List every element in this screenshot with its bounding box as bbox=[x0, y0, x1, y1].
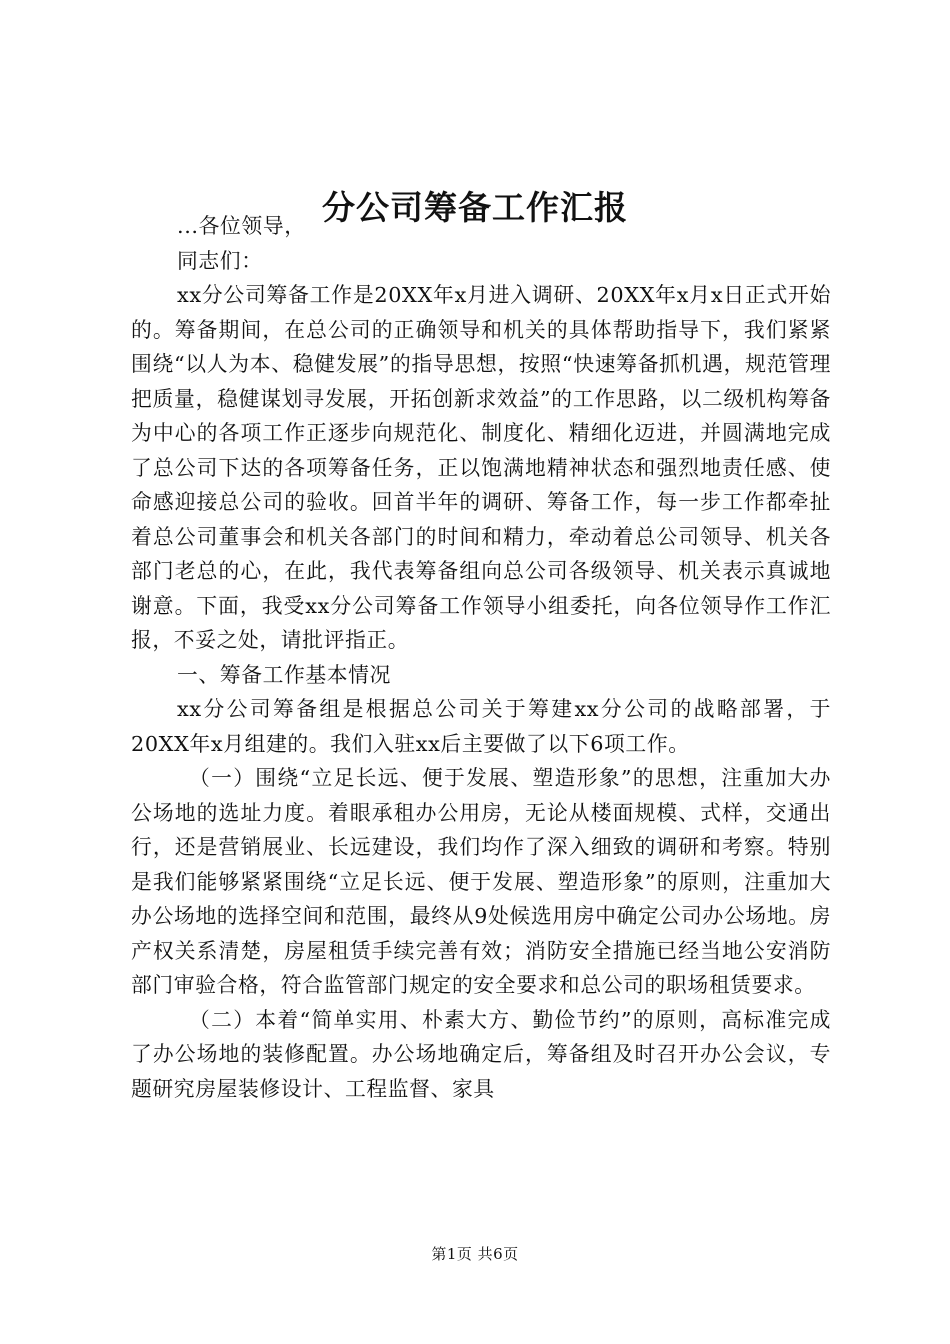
section-intro-paragraph: xx分公司筹备组是根据总公司关于筹建xx分公司的战略部署，于20XX年x月组建的。我们入驻xx后主要做了以下6项工作。 bbox=[131, 697, 831, 756]
item-paragraph-1: （一）围绕“立足长远、便于发展、塑造形象”的思想，注重加大办公场地的选址力度。着眼承租办公用房，无论从楼面规模、式样，交通出行，还是营销展业、长远建设，我们均作了深入细致的调研和考察。特别是我们能够紧紧围绕“立足长远、便于发展、塑造形象”的原则，注重加大办公场地的选择空间和范围，最终从9处候选用房中确定公司办公场地。房产权关系清楚，房屋租赁手续完善有效；消防安全措施已经当地公安消防部门审验合格，符合监管部门规定的安全要求和总公司的职场租赁要求。 bbox=[131, 766, 831, 997]
item-paragraph-2: （二）本着“简单实用、朴素大方、勤俭节约”的原则，高标准完成了办公场地的装修配置。办公场地确定后，筹备组及时召开办公会议，专题研究房屋装修设计、工程监督、家具 bbox=[131, 1007, 831, 1101]
section-heading: 一、筹备工作基本情况 bbox=[177, 662, 391, 687]
salutation-leaders: ...各位领导， bbox=[177, 214, 306, 238]
salutation-comrades: 同志们： bbox=[177, 248, 263, 273]
intro-paragraph: xx分公司筹备工作是20XX年x月进入调研、20XX年x月x日正式开始的。筹备期间，在总公司的正确领导和机关的具体帮助指导下，我们紧紧围绕“以人为本、稳健发展”的指导思想，按照“快速筹备抓机遇，规范管理把质量，稳健谋划寻发展，开拓创新求效益”的工作思路，以二级机构筹备为中心的各项工作正逐步向规范化、制度化、精细化迈进，并圆满地完成了总公司下达的各项筹备任务，正以饱满地精神状态和强烈地责任感、使命感迎接总公司的验收。回首半年的调研、筹备工作，每一步工作都牵扯着总公司董事会和机关各部门的时间和精力，牵动着总公司领导、机关各部门老总的心，在此，我代表筹备组向总公司各级领导、机关表示真诚地谢意。下面，我受xx分公司筹备工作领导小组委托，向各位领导作工作汇报，不妥之处，请批评指正。 bbox=[131, 283, 831, 652]
document-body bbox=[131, 209, 831, 1106]
document-title: 分公司筹备工作汇报 bbox=[322, 188, 628, 227]
page-footer: 第1页 共6页 bbox=[431, 1245, 519, 1263]
